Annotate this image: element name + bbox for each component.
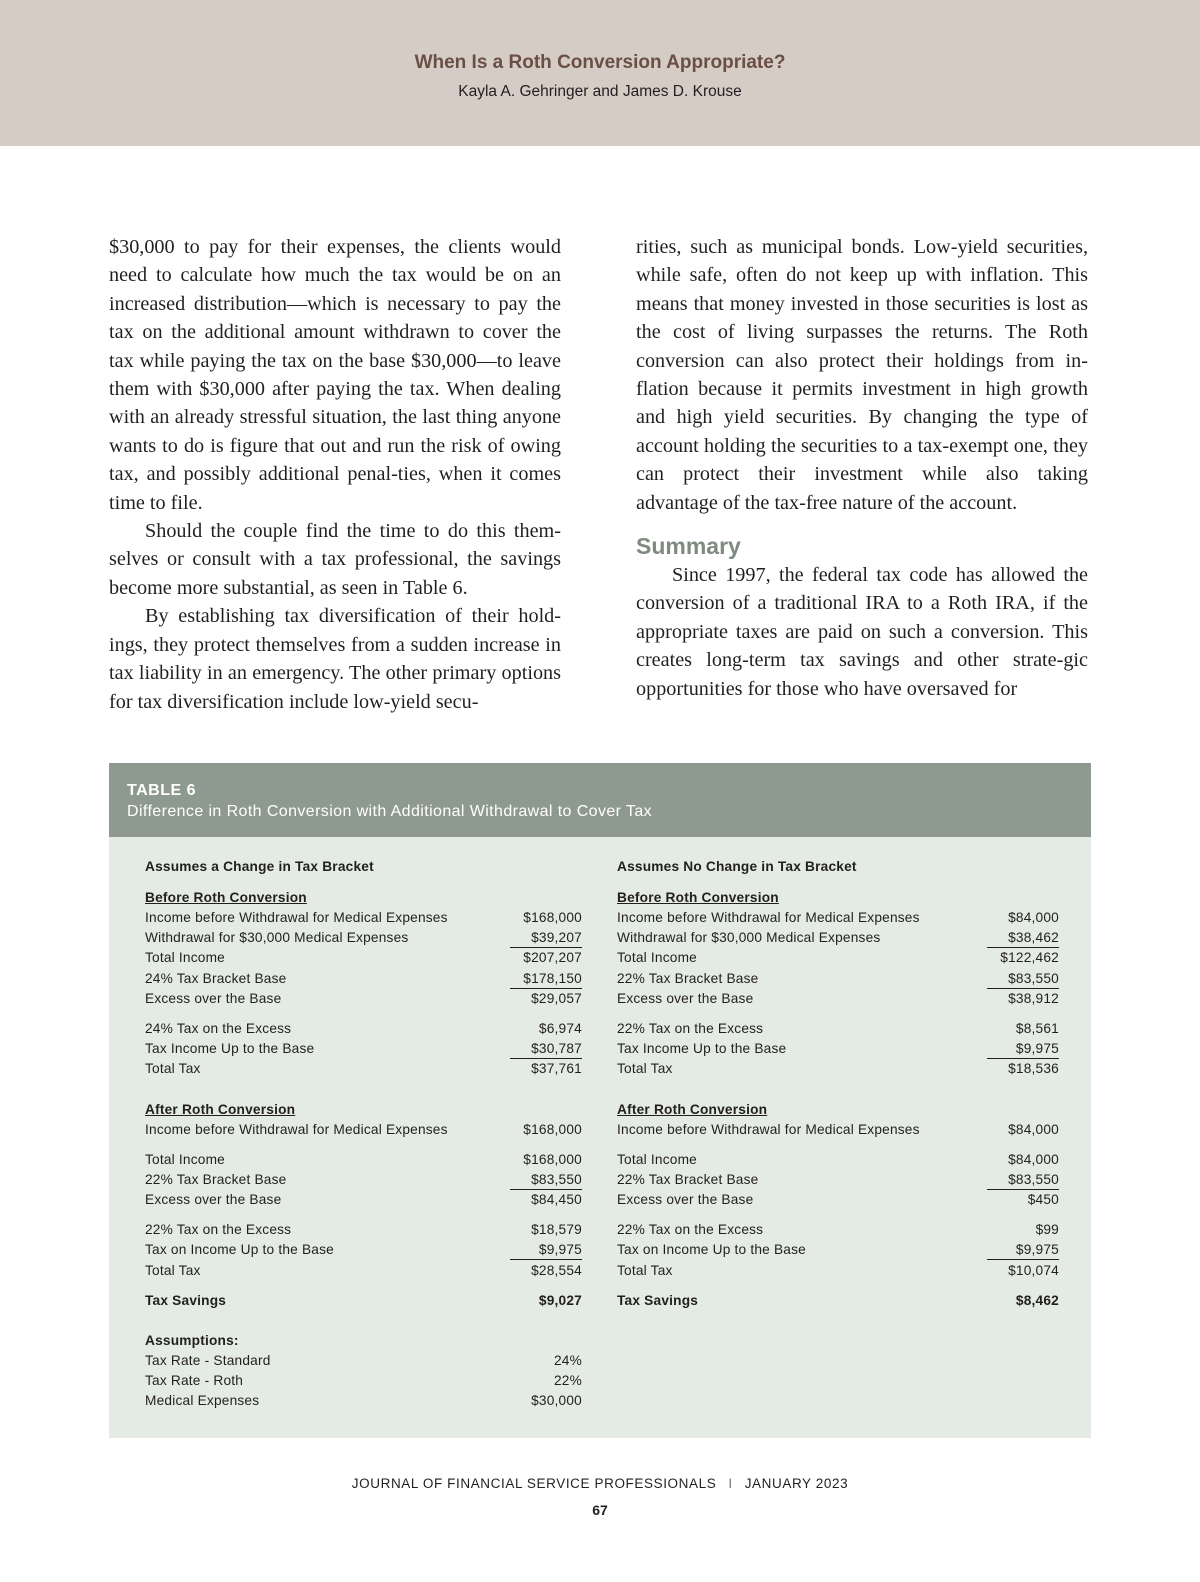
table-row	[145, 1120, 582, 1140]
row-label: 22% Tax on the Excess	[617, 1020, 764, 1036]
after-income-rows	[145, 1150, 582, 1211]
after-tax-rows	[617, 1220, 1059, 1281]
row-label: Income before Withdrawal for Medical Expenses	[145, 1121, 448, 1137]
article-title: When Is a Roth Conversion Appropriate?	[414, 52, 786, 73]
before-tax-rows	[145, 1019, 582, 1080]
table-row	[617, 1150, 1059, 1170]
after-rows	[145, 1120, 582, 1140]
row-label: Income before Withdrawal for Medical Expenses	[617, 1121, 920, 1137]
after-rows	[617, 1120, 1059, 1140]
footer-separator: I	[728, 1476, 733, 1491]
table-row	[617, 989, 1059, 1009]
column-title: Assumes a Change in Tax Bracket	[145, 859, 374, 874]
row-value: $83,550	[510, 1170, 582, 1190]
row-label: Income before Withdrawal for Medical Expenses	[617, 910, 920, 925]
row-label: Medical Expenses	[145, 1393, 260, 1409]
row-label: Total Tax	[145, 1262, 201, 1278]
table-row	[145, 989, 582, 1009]
table-row	[617, 1019, 1059, 1039]
row-label: Total Tax	[145, 1061, 201, 1077]
row-value: $122,462	[1000, 950, 1059, 966]
paragraph: rities, such as municipal bonds. Low-yield securities, while safe, often do not keep up with inflation. This means that money invested in those securities is lost as the cost of living surpasses the returns. The Roth conversion can also protect their holdings from in-flation because it permits investment in high growth and high yield securities. By changing the type of account holding the securities to a tax-exempt one, they can protect their investment while also taking advantage of the tax-free nature of the account.	[636, 236, 1088, 514]
row-value: $168,000	[523, 1121, 582, 1137]
row-label: 24% Tax on the Excess	[145, 1020, 292, 1036]
row-value: $178,150	[510, 969, 582, 989]
table-header	[109, 763, 1091, 837]
row-value: $29,057	[531, 990, 582, 1006]
row-label: Withdrawal for $30,000 Medical Expenses	[145, 930, 409, 946]
before-conversion-title: Before Roth Conversion	[617, 890, 779, 905]
row-label: Tax Rate - Standard	[145, 1353, 271, 1368]
row-value: $84,000	[1008, 1151, 1059, 1167]
table-row	[145, 1391, 582, 1411]
row-label: 22% Tax Bracket Base	[145, 1171, 287, 1187]
row-label: Tax Savings	[145, 1292, 227, 1308]
row-value: $37,761	[531, 1061, 582, 1077]
row-label: Tax Savings	[617, 1292, 699, 1308]
table-row	[145, 1240, 582, 1260]
issue-date: JANUARY 2023	[744, 1476, 849, 1491]
table-row	[145, 1039, 582, 1059]
row-label: Tax Rate - Roth	[145, 1373, 244, 1389]
row-label: 24% Tax Bracket Base	[145, 970, 287, 986]
row-label: Total Tax	[617, 1061, 673, 1077]
table-row	[617, 1059, 1059, 1079]
table-row	[145, 1059, 582, 1079]
table-row	[617, 1261, 1059, 1281]
table-row	[617, 1190, 1059, 1210]
table-row	[145, 1190, 582, 1210]
row-value: 24%	[554, 1353, 582, 1368]
paragraph: $30,000 to pay for their expenses, the clients would need to calculate how much the tax would be on an increased distribution—which is necessary to pay the tax on the additional amount withdrawn to cover the tax while paying the tax on the base $30,000—to leave them with $30,000 after paying the tax. When dealing with an already stressful situation, the last thing anyone wants to do is figure that out and run the risk of owing tax, and possibly additional penal-ties, when it comes time to file.	[109, 236, 561, 514]
row-value: $18,579	[531, 1222, 582, 1238]
row-value: $84,000	[1008, 1121, 1059, 1137]
row-label: Withdrawal for $30,000 Medical Expenses	[617, 930, 881, 946]
paragraph: By establishing tax diversification of their hold-ings, they protect themselves from a sudden increase in tax liability in an emergency. The other primary options for tax diversification include low-yield secu-	[109, 605, 561, 713]
paragraph: Should the couple find the time to do this them-selves or consult with a tax professional, the savings become more substantial, as seen in Table 6.	[109, 520, 561, 599]
table-row	[145, 1019, 582, 1039]
table-row	[617, 1240, 1059, 1260]
row-label: Total Income	[145, 1151, 225, 1167]
article-authors: Kayla A. Gehringer and James D. Krouse	[458, 83, 742, 100]
row-label: Excess over the Base	[145, 990, 282, 1006]
row-label: Total Income	[145, 950, 225, 966]
row-label: 22% Tax Bracket Base	[617, 1171, 759, 1187]
before-tax-rows	[617, 1019, 1059, 1080]
row-value: $6,974	[538, 1020, 582, 1036]
row-label: Income before Withdrawal for Medical Expenses	[145, 910, 448, 925]
row-label: Total Tax	[617, 1262, 673, 1278]
table-row	[617, 1170, 1059, 1190]
before-rows	[617, 908, 1059, 1009]
before-rows	[145, 908, 582, 1009]
row-value: $30,787	[510, 1039, 582, 1059]
row-value: $168,000	[523, 910, 582, 925]
row-value: $84,450	[531, 1192, 582, 1208]
column-title: Assumes No Change in Tax Bracket	[617, 859, 857, 874]
table-row	[617, 948, 1059, 968]
table-row	[145, 1150, 582, 1170]
table-row	[145, 1261, 582, 1281]
table-row	[617, 969, 1059, 989]
row-value: $207,207	[523, 950, 582, 966]
row-label: Tax Income Up to the Base	[145, 1041, 315, 1057]
row-label: Excess over the Base	[145, 1192, 282, 1208]
table-caption: Difference in Roth Conversion with Additional Withdrawal to Cover Tax	[127, 803, 653, 820]
row-value: $99	[1035, 1222, 1059, 1238]
before-conversion-title: Before Roth Conversion	[145, 890, 307, 905]
table-row	[145, 1170, 582, 1190]
row-value: $9,975	[987, 1240, 1059, 1260]
after-conversion-title: After Roth Conversion	[617, 1101, 768, 1117]
row-value: $168,000	[523, 1151, 582, 1167]
table-column-no-change-in-bracket	[617, 857, 1059, 1311]
after-tax-rows	[145, 1220, 582, 1281]
table-row	[617, 908, 1059, 928]
row-value: $28,554	[531, 1262, 582, 1278]
row-value: $450	[1027, 1192, 1059, 1208]
row-value: $84,000	[1008, 910, 1059, 925]
table-row	[617, 1220, 1059, 1240]
table-row	[145, 908, 582, 928]
table-row	[617, 1039, 1059, 1059]
row-label: Tax Income Up to the Base	[617, 1041, 787, 1057]
row-value: $38,912	[1008, 990, 1059, 1006]
table-row	[617, 1120, 1059, 1140]
table-column-change-in-bracket	[145, 857, 582, 1412]
row-value: $18,536	[1008, 1061, 1059, 1077]
row-value: $83,550	[987, 969, 1059, 989]
row-label: Excess over the Base	[617, 990, 754, 1006]
row-value: $38,462	[987, 928, 1059, 948]
assumption-rows	[145, 1351, 582, 1412]
table-row	[145, 1351, 582, 1371]
table-row	[617, 928, 1059, 948]
page-number: 67	[592, 1502, 608, 1518]
row-value: $8,462	[1015, 1292, 1059, 1308]
tax-savings-row	[617, 1291, 1059, 1311]
tax-savings-row	[145, 1291, 582, 1311]
row-label: Excess over the Base	[617, 1192, 754, 1208]
row-label: Total Income	[617, 1151, 697, 1167]
table-row	[145, 948, 582, 968]
section-heading: Summary	[636, 533, 741, 560]
table-6	[109, 763, 1091, 1438]
running-footer	[0, 1476, 1200, 1491]
row-value: $9,975	[510, 1240, 582, 1260]
row-value: $9,027	[538, 1292, 582, 1308]
row-value: $8,561	[1015, 1020, 1059, 1036]
table-label: TABLE 6	[127, 782, 196, 799]
paragraph: Since 1997, the federal tax code has allowed the conversion of a traditional IRA to a Roth IRA, if the appropriate taxes are paid on such a conversion. This creates long-term tax savings and other strate-gic opportunities for those who have oversaved for	[636, 564, 1088, 700]
after-conversion-title: After Roth Conversion	[145, 1101, 296, 1117]
row-label: Total Income	[617, 950, 697, 966]
row-label: 22% Tax on the Excess	[145, 1222, 292, 1238]
journal-name: JOURNAL OF FINANCIAL SERVICE PROFESSIONALS	[351, 1476, 717, 1491]
row-label: 22% Tax Bracket Base	[617, 970, 759, 986]
right-column	[636, 233, 1088, 703]
row-label: 22% Tax on the Excess	[617, 1222, 764, 1238]
table-row	[145, 1371, 582, 1391]
row-label: Tax on Income Up to the Base	[617, 1242, 806, 1258]
row-value: $83,550	[987, 1170, 1059, 1190]
table-row	[145, 1220, 582, 1240]
row-value: $30,000	[531, 1393, 582, 1409]
after-income-rows	[617, 1150, 1059, 1211]
row-label: Tax on Income Up to the Base	[145, 1242, 334, 1258]
row-value: $10,074	[1008, 1262, 1059, 1278]
left-column	[109, 233, 561, 716]
table-row	[145, 969, 582, 989]
assumptions-title: Assumptions:	[145, 1333, 239, 1348]
row-value: 22%	[554, 1373, 582, 1389]
table-row	[145, 928, 582, 948]
row-value: $9,975	[987, 1039, 1059, 1059]
running-header	[0, 0, 1200, 146]
row-value: $39,207	[510, 928, 582, 948]
